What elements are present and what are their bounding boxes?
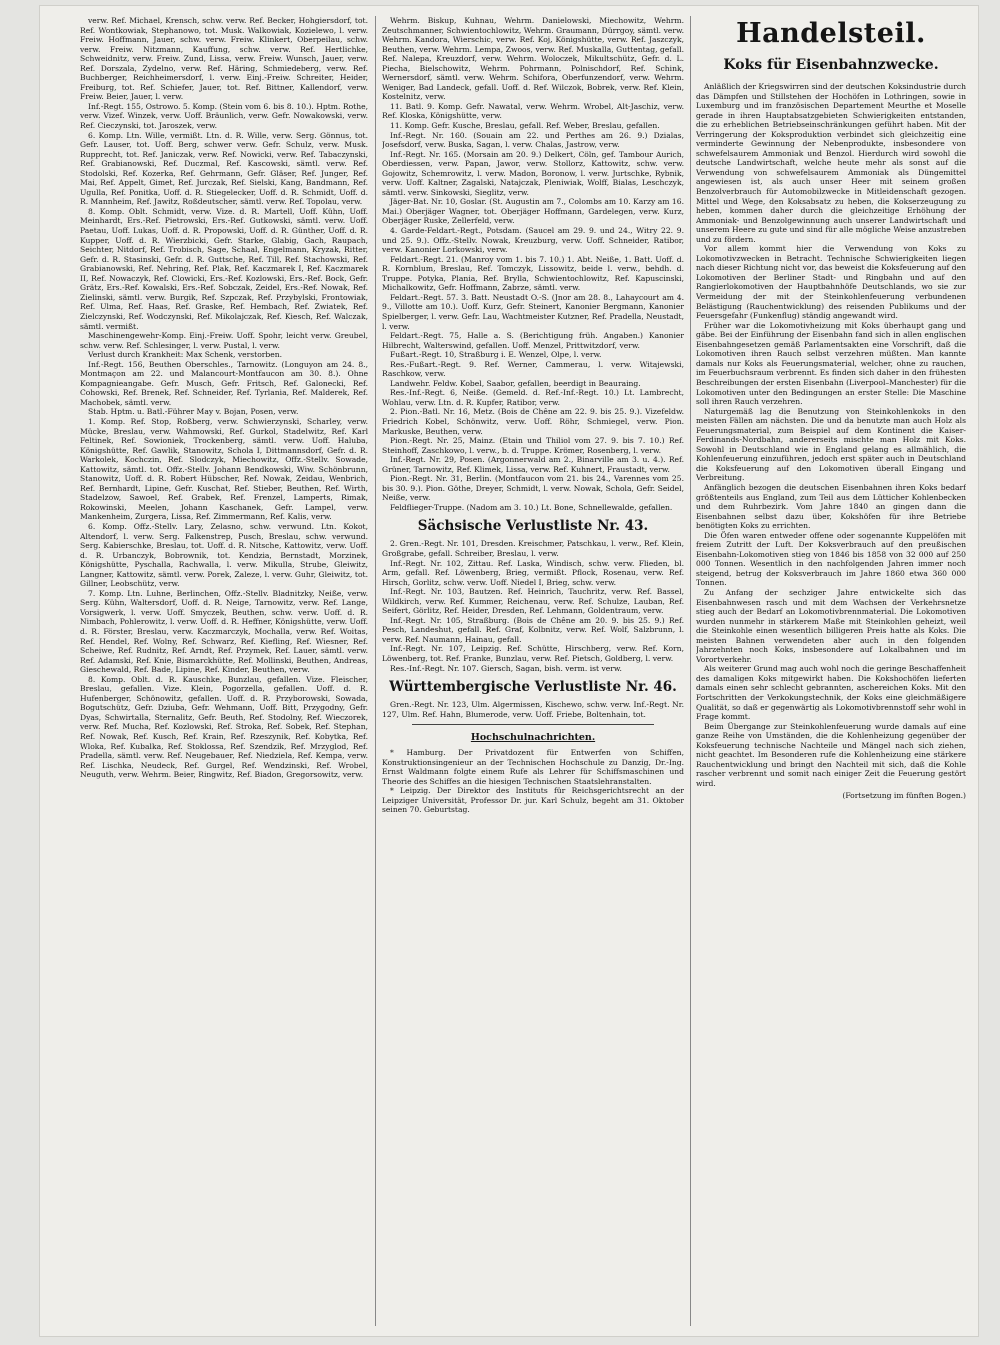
wuerttemberg-list-heading: Württembergische Verlustliste Nr. 46. bbox=[389, 679, 677, 696]
article-paragraph: Vor allem kommt hier die Verwendung von Koks zu Lokomotivzwecken in Betracht. Technische Schwierigkeiten liegen nach dieser Richtung nicht vor, das beweist die Koksfeuerung auf den Lokomotiven der Berliner Stadt- und Ringbahn und auf den Rangierlokomotiven der Hauptbahnhöfe Deutschlands, wo sie zur Vermeidung der mit der Steinkohlenfeuerung verbundenen Belästigung (Rauchentwicklung) des reisenden Publikums und der Feuersgefahr (Funkenflug) ständig angewandt wird. bbox=[696, 244, 966, 321]
commerce-column bbox=[696, 16, 966, 1326]
list-entry: Inf.-Regt. Nr. 160. (Souain am 22. und Perthes am 26. 9.) Dzialas, Josefsdorf, verw. Buska, Sagan, l. verw. Chalas, Jastrow, verw. bbox=[382, 130, 684, 150]
list-entry: 4. Garde-Feldart.-Regt., Potsdam. (Saucel am 29. 9. und 24., Witry 22. 9. und 25. 9.). Offz.-Stellv. Nowak, Kreuzburg, verw. Uoff. Schneider, Ratibor, verw. Kanonier Lorkowski, verw. bbox=[382, 226, 684, 255]
list-entry: Wehrm. Biskup, Kuhnau, Wehrm. Danielowski, Miechowitz, Wehrm. Zeutschmanner, Schwientochlowitz, Wehrm. Graumann, Dürrgoy, sämtl. verw. Wehrm. Kandora, Wierschic, verw. Ref. Koj, Königshütte, verw. Ref. Jaszczyk, Beuthen, verw. Wehrm. Lempa, Zwoos, verw. Ref. Muskalla, Guttentag, gefall. Ref. Nalepa, Kreuzdorf, verw. Wehrm. Woloczek, Mikultschütz, Gefr. d. L. Piecha, Bielschowitz, Wehrm. Pohrmann, Polnischdorf, Ref. Schink, Wernersdorf, sämtl. verw. Wehrm. Schifora, Oberfunzendorf, verw. Wehrm. Weniger, Bad Landeck, gefall. Uoff. d. Ref. Wilczok, Bobrek, verw. Ref. Klein, Kostelnitz, verw. bbox=[382, 16, 684, 102]
list-entry: Res.-Fußart.-Regt. 9. Ref. Werner, Cammerau, l. verw. Witajewski, Raschkow, verw. bbox=[382, 359, 684, 379]
list-entry: verw. Ref. Michael, Krensch, schw. verw. Ref. Becker, Hohgiersdorf, tot. Ref. Wontkowiak, Stephanowo, tot. Musk. Walkowiak, Kozielewo, l. verw. Freiw. Hoffmann, Jauer, schw. verw. Freiw. Klinkert, Oberpeilau, schw. verw. Freiw. Nitzmann, Kauffung, schw. verw. Ref. Hertlichke, Schweidnitz, verw. Freiw. Zund, Lissa, verw. Freiw. Wunsch, Jauer, verw. Ref. Dorszala, Zydelno, verw. Ref. Häring, Schmiedeberg, verw. Ref. Buchberger, Reichheimersdorf, l. verw. Einj.-Freiw. Schreiter, Heider, Freiburg, tot. Ref. Schiefer, Jauer, tot. Ref. Bittner, Kallendorf, verw. Freiw. Beier, Jauer, l. verw. bbox=[80, 16, 368, 102]
article-paragraph: Die Öfen waren entweder offene oder sogenannte Kuppelöfen mit freiem Zutritt der Luft. Der Koksverbrauch auf den preußischen Eisenbahn-Lokomotiven stieg von 1846 bis 1858 von 32 000 auf 250 000 Tonnen. Wesentlich in den nachfolgenden Jahren immer noch steigend, betrug der Koksverbrauch im Jahre 1860 etwa 360 000 Tonnen. bbox=[696, 530, 966, 588]
list-entry: 8. Komp. Oblt. d. R. Kauschke, Bunzlau, gefallen. Vize. Fleischer, Breslau, gefallen. Vize. Klein, Pogorzella, gefallen. Uoff. d. R. Hufenberger, Schönowitz, gefallen. Uoff. d. R. Przyborowski, Sowada, Bogutschütz, Gefr. Dziuba, Gefr. Wehmann, Uoff. Bitt, Przygodny, Gefr. Dyas, Schwirtalla, Sternalitz, Gefr. Beuth, Ref. Stodolny, Ref. Wieczorek, verw. Ref. Mucha, Ref. Kozlowski, Ref. Stroka, Ref. Sobek, Ref. Stephan, Ref. Nowak, Ref. Kusch, Ref. Krain, Ref. Rzeszynik, Ref. Kobytka, Ref. Wloka, Ref. Kubalka, Ref. Stoklossa, Ref. Szendzik, Ref. Mrzyglod, Ref. Pradella, sämtl. verw. Ref. Neugebauer, Ref. Niedziela, Ref. Kempa, verw. Ref. Lischka, Neudeck, Ref. Gurgel, Ref. Wendzinski, Ref. Wrobel, Neuguth, verw. Wehrm. Beier, Ringwitz, Ref. Biadon, Gregorsowitz, verw. bbox=[80, 674, 368, 780]
list-entry: Pion.-Regt. Nr. 25, Mainz. (Etain und Thiliol vom 27. 9. bis 7. 10.) Ref. Steinhoff, Zaschkowo, l. verw., b. d. Truppe. Krömer, Rosenberg, l. verw. bbox=[382, 436, 684, 455]
column-rule bbox=[375, 16, 376, 1326]
continuation-note: (Fortsetzung im fünften Bogen.) bbox=[842, 791, 966, 801]
list-entry: Feldart.-Regt. 57. 3. Batt. Neustadt O.-S. (Jnor am 28. 8., Lahaycourt am 4. 9., Villotte am 10.). Uoff. Kurz, Gefr. Steinert, Kanonier Bergmann, Kanonier Spielberger, l. verw. Gefr. Lau, Wachtmeister Kutzner, Ref. Pradella, Neustadt, l. verw. bbox=[382, 292, 684, 331]
article-paragraph: Naturgemäß lag die Benutzung von Steinkohlenkoks in den meisten Fällen am nächsten. Die und da benutzte man auch Holz als Feuerungsmaterial, zum Beispiel auf dem Kontinent die Kaiser-Ferdinands-Nordbahn, andererseits mischte man Holz mit Koks. Sowohl in Deutschland wie in England gelang es allmählich, die Kohlenfeuerung einzuführen, jedoch erst später auch in Deutschland die Koksfeuerung auf den Lokomotiven überall Eingang und Verbreitung. bbox=[696, 406, 966, 483]
list-entry: Inf.-Regt. Nr. 165. (Morsain am 20. 9.) Delkert, Cöln, gef. Tambour Aurich, Oberdiessen, verw. Papan, Jawor, verw. Stollorz, Kattowitz, schw. verw. Gojowitz, Schemrowitz, l. verw. Madon, Boronow, l. verw. Jurtschke, Rybnik, verw. Uoff. Kaltner, Zagalski, Natajczak, Pleniwiak, Wolff, Bialas, Leschczyk, sämtl. verw. Sinkowski, Sieglitz, verw. bbox=[382, 149, 684, 197]
list-entry: 2. Pion.-Batl. Nr. 16, Metz. (Bois de Chêne am 22. 9. bis 25. 9.). Vizefeldw. Friedrich Kobel, Schönwitz, verw. Uoff. Röhr, Schmiegel, verw. Pion. Markuske, Beuthen, verw. bbox=[382, 407, 684, 436]
list-entry: Jäger-Bat. Nr. 10, Goslar. (St. Augustin am 7., Colombs am 10. Karzy am 16. Mai.) Oberjäger Wagner, tot. Oberjäger Hoffmann, Gardelegen, verw. Kurz, Oberjäger Ruske, Zellerfeld, verw. bbox=[382, 197, 684, 226]
article-paragraph: Als weiterer Grund mag auch wohl noch die geringe Beschaffenheit des damaligen Koks mitgewirkt haben. Die Kokshochöfen lieferten damals einen sehr schlecht gebrannten, aschereichen Koks. Mit den Fortschritten der Verkokungstechnik, der Koks eine gleichmäßigere Qualität, so daß er gegenwärtig als Lokomotivbrennstoff sehr wohl in Frage kommt. bbox=[696, 664, 966, 722]
section-title: Handelsteil. bbox=[736, 18, 926, 49]
list-entry: Inf.-Regt. Nr. 103, Bautzen. Ref. Heinrich, Tauchritz, verw. Ref. Bassel, Wildkirch, verw. Ref. Kummer, Reichenau, verw. Ref. Schulze, Lauban, Ref. Seifert, Görlitz, Ref. Heider, Dresden, Ref. Lehmann, Goldentraum, verw. bbox=[382, 587, 684, 616]
column-rule bbox=[690, 16, 691, 1326]
article-paragraph: Zu Anfang der sechziger Jahre entwickelte sich das Eisenbahnwesen rasch und mit dem Wachsen der Verkehrsnetze stieg auch der Bedarf an Lokomotivbrennmaterial. Die Lokomotiven wurden nunmehr in stärkerem Maße mit Steinkohlen geheizt, weil die Steinkohle einen wesentlich billigeren Preis hatte als Koks. Die meisten Bahnen verwendeten aber auch in den folgenden Jahrzehnten noch Koks, insbesondere auf Lokalbahnen und im Vorortverkehr. bbox=[696, 587, 966, 664]
article-headline: Koks für Eisenbahnzwecke. bbox=[723, 57, 939, 73]
list-entry: Pion.-Regt. Nr. 31, Berlin. (Montfaucon vom 21. bis 24., Varennes vom 25. bis 30. 9.). Pion. Göthe, Dreyer, Schmidt, l. verw. Nowak, Schola, Gefr. Seidel, Neiße, verw. bbox=[382, 474, 684, 503]
list-entry: Inf.-Regt. Nr. 29, Posen. (Argonnerwald am 2., Binarville am 3. u. 4.). Ref. Grüner, Tarnowitz, Ref. Klimek, Lissa, verw. Ref. Kuhnert, Fraustadt, verw. bbox=[382, 455, 684, 474]
list-entry: Res.-Inf.-Regt. Nr. 107. Giersch, Sagan, bish. verm. ist verw. bbox=[390, 663, 622, 673]
list-entry: Gren.-Regt. Nr. 123, Ulm. Algermissen, Kischewo, schw. verw. Inf.-Regt. Nr. 127, Ulm. Ref. Hahn, Blumerode, verw. Uoff. Friebe, Boltenhain, tot. bbox=[382, 700, 684, 719]
list-entry: Res.-Inf.-Regt. 6, Neiße. (Gemeld. d. Ref.-Inf.-Regt. 10.) Lt. Lambrecht, Wohlau, verw. Ltn. d. R. Kupfer, Ratibor, verw. bbox=[382, 388, 684, 407]
article-paragraph: Früher war die Lokomotivheizung mit Koks überhaupt gang und gäbe. Bei der Einführung der Eisenbahn fand sich in allen englischen Eisenbahngesetzen gemäß Parlamentsakten eine Vorschrift, daß die Lokomotiven ihren Rauch selbst verzehren müßten. Man kannte damals nur Koks als Feuerungsmaterial, welcher, ohne zu rauchen, im Feuerbuchsraum verbrennt. Es finden sich daher in den frühesten Beschreibungen der ersten Eisenbahn (Liverpool–Manchester) für die Lokomotiven unter den Bedingungen an erster Stelle: Die Maschine soll ihren Rauch verzehren. bbox=[696, 320, 966, 407]
list-entry: Fußart.-Regt. 10, Straßburg i. E. Wenzel, Olpe, l. verw. bbox=[390, 350, 602, 360]
university-news-heading: Hochschulnachrichten. bbox=[470, 732, 596, 744]
list-entry: 7. Komp. Ltn. Luhne, Berlinchen, Offz.-Stellv. Bladnitzky, Neiße, verw. Serg. Kühn, Waltersdorf, Uoff. d. R. Neige, Tarnowitz, verw. Ref. Lange, Vorsigwerk, l. verw. Uoff. Smyczek, Beuthen, schw. verw. Uoff. d. R. Nimbach, Pohlerowitz, l. verw. Uoff. d. R. Heffner, Königshütte, verw. Uoff. d. R. Förster, Breslau, verw. Kaczmarczyk, Mochalla, verw. Ref. Woitas, Ref. Hendel, Ref. Wolny, Ref. Schwarz, Ref. Kiefling, Ref. Wiesner, Ref. Scheiwe, Ref. Rudnitz, Ref. Arndt, Ref. Przymek, Ref. Lauer, sämtl. verw. Ref. Adamski, Ref. Knie, Bismarckhütte, Ref. Mollinski, Beuthen, Andreas, Gieschewald, Ref. Bade, Lipine, Ref. Kinder, Beuthen, verw. bbox=[80, 588, 368, 675]
list-entry: 1. Komp. Ref. Stop, Roßberg, verw. Schwierzynski, Scharley, verw. Mücke, Breslau, verw. Wahmowski, Ref. Gurkol, Stadelwitz, Ref. Karl Feltinek, Ref. Sowioniek, Trockenberg, sämtl. verw. Uoff. Haluba, Königshütte, Ref. Gawlik, Stanowitz, Schola I, Dittmannsdorf, Gefr. d. R. Warkolek, Kochczin, Ref. Slodczyk, Miechowitz, Offz.-Stellv. Sowade, Kattowitz, sämtl. tot. Offz.-Stellv. Johann Bendkowski, Wiw. Schönbrunn, Stanowitz, Uoff. d. R. Robert Hübscher, Ref. Nowak, Zeidau, Wenbrich, Ref. Bernhardt, Lipine, Gefr. Kuschat, Ref. Stieber, Beuthen, Ref. Wirth, Stadelzow, Sawoel, Ref. Grabek, Ref. Frenzel, Lamperts, Rimak, Rokowinski, Meelen, Johann Kaschanek, Gefr. Lampel, verw. Mankenheim, Zurgera, Lissa, Ref. Zimmermann, Ref. Kalis, verw. bbox=[80, 416, 368, 522]
list-entry: Verlust durch Krankheit: Max Schenk, verstorben. bbox=[88, 350, 283, 360]
list-entry: 6. Komp. Ltn. Wille, vermißt. Ltn. d. R. Wille, verw. Serg. Gönnus, tot. Gefr. Lauser, tot. Uoff. Berg, schwer verw. Gefr. Schulz, verw. Musk. Rupprecht, tot. Ref. Janiczak, verw. Ref. Nowicki, verw. Ref. Tabaczynski, Ref. Grabianowski, Ref. Duczmal, Ref. Kascowski, sämtl. verw. Ref. Stodolski, Ref. Kozerka, Ref. Gehrmann, Gefr. Gläser, Ref. Junger, Ref. Mai, Ref. Appelt, Gimet, Ref. Jurczak, Ref. Sielski, Kang, Bandmann, Ref. Ugulla, Ref. Ponitka, Uoff. d. R. Stiegelecker, Uoff. d. R. Schmidt, Uoff. d. R. Mannheim, Ref. Jawitz, Roßdeutscher, sämtl. verw. Ref. Topolau, verw. bbox=[80, 130, 368, 207]
list-entry: Inf.-Regt. 155, Ostrowo. 5. Komp. (Stein vom 6. bis 8. 10.). Hptm. Rothe, verw. Vizef. Winzek, verw. Uoff. Bräunlich, verw. Gefr. Nowakowski, verw. Ref. Cieczynski, tot. Jaroszek, verw. bbox=[80, 101, 368, 131]
list-entry: Inf.-Regt. Nr. 102, Zittau. Ref. Laska, Windisch, schw. verw. Flieden, bl. Arm, gefall. Ref. Löwenberg, Brieg, vermißt. Pflock, Rosenau, verw. Ref. Hirsch, Gorlitz, schw. verw. Uoff. Niedel I, Brieg, schw. verw. bbox=[382, 558, 684, 587]
list-entry: 11. Batl. 9. Komp. Gefr. Nawatal, verw. Wehrm. Wrobel, Alt-Jaschiz, verw. Ref. Kloska, Königshütte, verw. bbox=[382, 101, 684, 121]
divider bbox=[412, 724, 654, 725]
list-entry: 11. Komp. Gefr. Kusche, Breslau, gefall. Ref. Weber, Breslau, gefallen. bbox=[390, 121, 660, 131]
newspaper-page bbox=[40, 6, 978, 1336]
list-entry: Landwehr. Feldw. Kobel, Saabor, gefallen, beerdigt in Beauraing. bbox=[390, 378, 641, 388]
list-entry: Stab. Hptm. u. Batl.-Führer May v. Bojan, Posen, verw. bbox=[88, 407, 299, 417]
news-item: * Leipzig. Der Direktor des Instituts für Reichsgerichtsrecht an der Leipziger Universität, Professor Dr. jur. Karl Schulz, begeht am 31. Oktober seinen 70. Geburtstag. bbox=[382, 786, 684, 815]
casualty-list-column-2 bbox=[382, 16, 684, 1326]
saxon-list-heading: Sächsische Verlustliste Nr. 43. bbox=[417, 518, 649, 535]
article-paragraph: Anfänglich bezogen die deutschen Eisenbahnen ihren Koks bedarf größtenteils aus England, zum Teil aus dem Lütticher Kohlenbecken und dem Ruhrbezirk. Vom Jahre 1840 an gingen dann die Eisenbahnen selbst dazu über, Kokshöfen für ihre Betriebe benötigten Koks zu errichten. bbox=[696, 482, 966, 531]
list-entry: Inf.-Regt. Nr. 105, Straßburg. (Bois de Chêne am 20. 9. bis 25. 9.) Ref. Pesch, Landeshut, gefall. Ref. Graf, Kolbnitz, verw. Ref. Wolf, Salzbrunn, l. verw. Ref. Naumann, Hainau, gefall. bbox=[382, 615, 684, 644]
list-entry: 2. Gren.-Regt. Nr. 101, Dresden. Kreischmer, Patschkau, l. verw., Ref. Klein, Großgrabe, gefall. Schreiber, Breslau, l. verw. bbox=[382, 539, 684, 558]
list-entry: 8. Komp. Oblt. Schmidt, verw. Vize. d. R. Martell, Uoff. Kühn, Uoff. Meinhardt, Ers.-Ref. Pietrowski, Ers.-Ref. Gutkowski, sämtl. verw. Uoff. Paetau, Uoff. Lukas, Uoff. d. R. Propowski, Uoff. d. R. Günther, Uoff. d. R. Kupper, Uoff. d. R. Wierzbicki, Gefr. Starke, Glabig, Gach, Raupach, Seichter, Nitdorf, Ref. Trobisch, Sage, Schaal, Engelmann, Kryzak, Ritter, Gefr. d. R. Stasinski, Gefr. d. R. Guttsche, Ref. Till, Ref. Stachowski, Ref. Grabianowski, Ref. Nehring, Ref. Plak, Ref. Kaczmarek I, Ref. Kaczmarek II, Ref. Nowaczyk, Ref. Clowicki, Ers.-Ref. Kozlowski, Ers.-Ref. Bock, Gefr. Grätz, Ers.-Ref. Kowalski, Ers.-Ref. Sobczak, Zeidel, Ers.-Ref. Nowak, Ref. Zielinski, sämtl. verw. Burgik, Ref. Szpczak, Ref. Przybylski, Frontowiak, Ref. Ulma, Ref. Haas, Ref. Graske, Ref. Hembach, Ref. Zwiatek, Ref. Zielczynski, Ref. Wodczynski, Ref. Mikolajczak, Ref. Kiesch, Ref. Walczak, sämtl. vermißt. bbox=[80, 206, 368, 331]
list-entry: Feldart.-Regt. 21. (Manroy vom 1. bis 7. 10.) 1. Abt. Neiße, 1. Batt. Uoff. d. R. Kornblum, Breslau, Ref. Tomczyk, Lissowitz, beide l. verw., behdh. d. Truppe. Potyka, Plania, Ref. Brylla, Schwientochlowitz, Ref. Kapuscinski, Michalkowitz, Gefr. Hoffmann, Zabrze, sämtl. verw. bbox=[382, 254, 684, 293]
list-entry: Maschinengewehr-Komp. Einj.-Freiw. Uoff. Spohr, leicht verw. Greubel, schw. verw. Ref. Schlesinger, l. verw. Pustal, l. verw. bbox=[80, 331, 368, 350]
article-paragraph: Anläßlich der Kriegswirren sind der deutschen Koksindustrie durch das Dämpfen und Stillstehen der Hochöfen in Lothringen, sowie in Luxemburg und im französischen Departement Meurthe et Moselle gerade in ihren Hauptabsatzgebieten Schwierigkeiten entstanden, die zu erheblichen Betriebseinschränkungen geführt haben. Mit der Verringerung der Koksproduktion verbindet sich gleichzeitig eine verminderte Gewinnung der Nebenprodukte, insbesondere von schwefelsaurem Ammoniak und Benzol. Hierdurch wird sowohl die deutsche Landwirtschaft, welche heute mehr als sonst auf die Verwendung von schwefelsaurem Ammoniak als Düngemittel angewiesen ist, als auch unser Heer mit seinem großen Benzolverbrauch für Automobilzwecke in Mitleidenschaft gezogen. Mittel und Wege, den Koksabsatz zu heben, die Kokserzeugung zu heben, kommen daher durch die gleichzeitige Erhöhung der Ammoniak- und Benzolgewinnung auch unserer Landwirtschaft und unserem Heere zu gute und sind für alle mögliche Weise anzustreben und zu fördern. bbox=[696, 82, 966, 244]
casualty-list-column-1 bbox=[80, 16, 368, 1326]
list-entry: Inf.-Regt. 156, Beuthen Oberschles., Tarnowitz. (Longuyon am 24. 8., Montmaçon am 22. und Malancourt-Montfaucon am 30. 8.). Ohne Kompagnieangabe. Gefr. Musch, Gefr. Fritsch, Ref. Galonecki, Ref. Cohowski, Ref. Brenek, Ref. Schneider, Ref. Tyrlania, Ref. Malderek, Ref. Machobek, sämtl. verw. bbox=[80, 359, 368, 407]
list-entry: 6. Komp. Offz.-Stellv. Lary, Zelasno, schw. verwund. Ltn. Kokot, Altendorf, l. verw. Serg. Falkenstrep, Pusch, Breslau, schw. verwund. Serg. Kabierschke, Breslau, tot. Uoff. d. R. Nitsche, Kattowitz, verw. Uoff. d. R. Urbanczyk, Bobrownik, tot. Kendzia, Bernstadt, Morzinek, Königshütte, Pyschalla, Rachwalla, l. verw. Mikulla, Strube, Gleiwitz, Langner, Kattowitz, sämtl. verw. Porek, Zaleze, l. verw. Guhr, Gleiwitz, tot. Gillner, Leobschütz, verw. bbox=[80, 521, 368, 589]
list-entry: Feldart.-Regt. 75, Halle a. S. (Berichtigung früh. Angaben.) Kanonier Hilbrecht, Walterswind, gefallen. Uoff. Menzel, Prittwitzdorf, verw. bbox=[382, 331, 684, 350]
article-paragraph: Beim Übergange zur Steinkohlenfeuerung wurde damals auf eine ganze Reihe von Umständen, die die Kohlenheizung gegenüber der Koksfeuerung technische Nachteile und Mängel nach sich ziehen, nicht geachtet. Im Besonderen rufe die Kohlenheizung eine stärkere Rauchentwicklung und bringt den Nachteil mit sich, daß die Kohle rascher verbrennt und somit nach einiger Zeit die Feuerung gestört wird. bbox=[696, 721, 966, 788]
list-entry: Inf.-Regt. Nr. 107, Leipzig. Ref. Schütte, Hirschberg, verw. Ref. Korn, Löwenberg, tot. Ref. Franke, Bunzlau, verw. Ref. Pietsch, Goldberg, l. verw. bbox=[382, 644, 684, 663]
news-item: * Hamburg. Der Privatdozent für Entwerfen von Schiffen, Konstruktionsingenieur an der Technischen Hochschule zu Danzig, Dr.-Ing. Ernst Waldmann folgte einem Rufe als Lehrer für Schiffsmaschinen und Theorie des Schiffes an die hiesigen Technischen Staatslehranstalten. bbox=[382, 748, 684, 786]
list-entry: Feldflieger-Truppe. (Nadom am 3. 10.) Lt. Bone, Schnellewalde, gefallen. bbox=[390, 502, 673, 512]
